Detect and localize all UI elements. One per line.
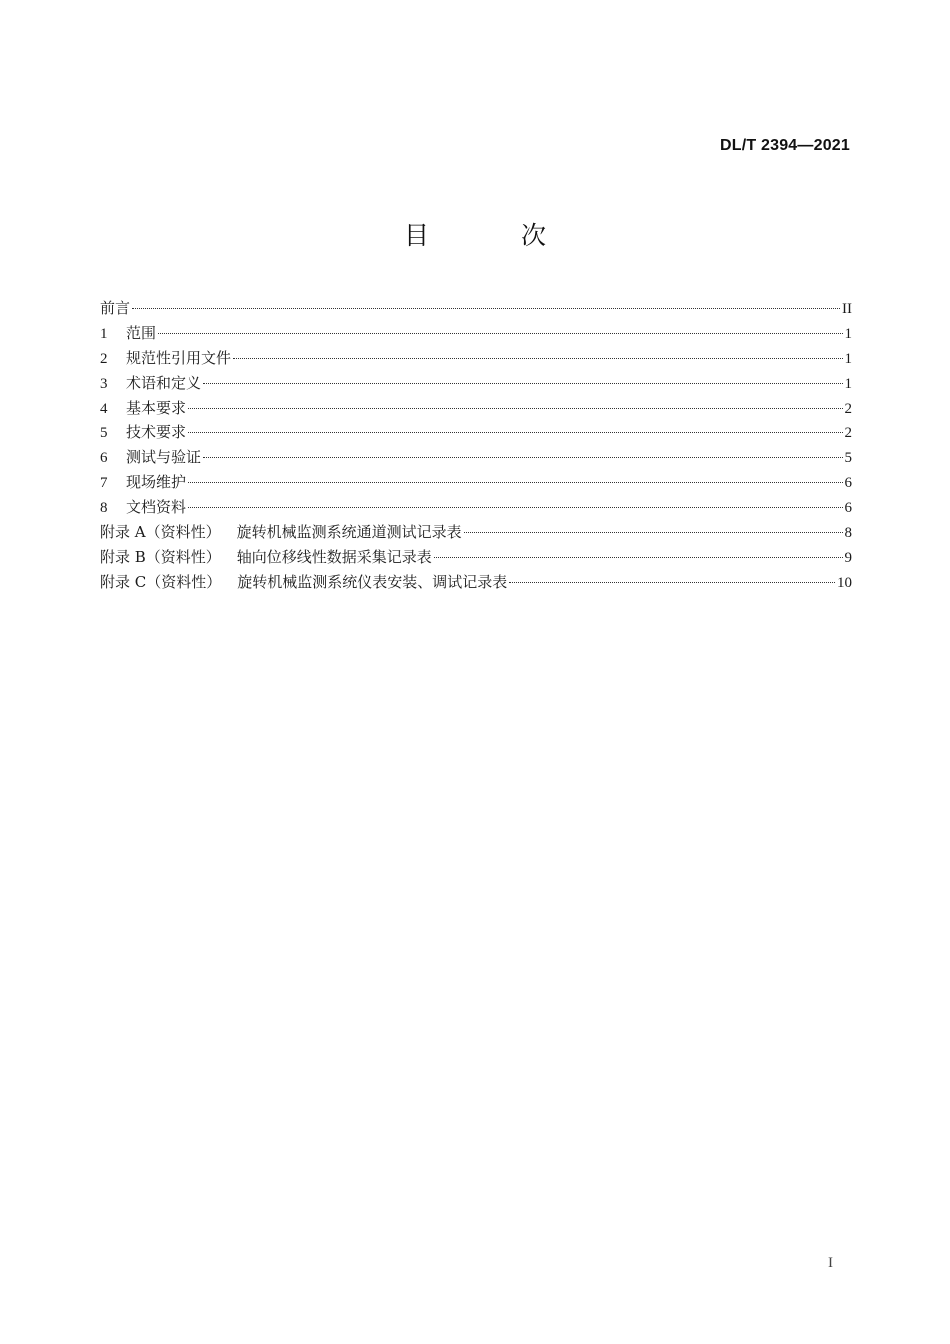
toc-entry-4[interactable] [100, 396, 852, 421]
toc-leader-dots [464, 532, 843, 533]
toc-entry-title: 现场维护 [126, 473, 187, 492]
toc-entry-page: 2 [844, 400, 852, 417]
toc-entry-number: 2 [100, 350, 108, 367]
toc-entry-title: 规范性引用文件 [126, 348, 232, 367]
toc-entry-page: 6 [844, 475, 852, 492]
toc-leader-dots [233, 358, 842, 359]
toc-entry-page: 1 [844, 325, 852, 342]
toc-entry-6[interactable] [100, 445, 852, 470]
toc-entry-appendix-a[interactable] [100, 520, 852, 545]
toc-entry-page: 5 [844, 450, 852, 467]
toc-entry-title: 范围 [126, 323, 157, 342]
toc-entry-title: 轴向位移线性数据采集记录表 [236, 547, 432, 566]
toc-entry-number: 5 [100, 425, 108, 442]
toc-appendix-prefix: 附录 C（资料性） [100, 572, 222, 591]
toc-entry-page: II [842, 301, 852, 317]
toc-leader-dots [188, 432, 842, 433]
toc-entry-number: 3 [100, 375, 108, 392]
toc-entry-page: 9 [844, 549, 852, 566]
toc-entry-foreword[interactable] [100, 296, 852, 321]
toc-entry-appendix-c[interactable] [100, 570, 852, 595]
toc-entry-title: 基本要求 [126, 398, 187, 417]
toc-leader-dots [434, 557, 843, 558]
toc-entry-2[interactable] [100, 346, 852, 371]
toc-entry-7[interactable] [100, 470, 852, 495]
toc-entry-1[interactable] [100, 321, 852, 346]
page-title: 目 次 [404, 221, 588, 250]
toc-leader-dots [203, 457, 842, 458]
toc-entry-title: 旋转机械监测系统仪表安装、调试记录表 [237, 572, 508, 591]
toc-entry-title: 测试与验证 [126, 448, 202, 467]
toc-leader-dots [509, 582, 835, 583]
toc-entry-title: 旋转机械监测系统通道测试记录表 [236, 523, 462, 542]
toc-entry-page: 1 [844, 375, 852, 392]
toc-entry-number: 7 [100, 475, 108, 492]
page-number: I [828, 1255, 833, 1271]
toc-entry-title: 术语和定义 [126, 373, 202, 392]
toc-entry-page: 10 [837, 574, 852, 591]
toc-entry-page: 6 [844, 500, 852, 517]
toc-leader-dots [158, 333, 842, 334]
toc-entry-number: 6 [100, 450, 108, 467]
standard-code: DL/T 2394—2021 [720, 137, 850, 154]
toc-leader-dots [188, 408, 842, 409]
toc-entry-number: 4 [100, 400, 108, 417]
toc-entry-5[interactable] [100, 420, 852, 445]
toc-leader-dots [188, 507, 842, 508]
toc-entry-3[interactable] [100, 371, 852, 396]
toc-entry-title: 技术要求 [126, 423, 187, 442]
toc-entry-page: 8 [844, 525, 852, 542]
toc-appendix-prefix: 附录 A（资料性） [100, 523, 221, 542]
toc-entry-page: 1 [844, 350, 852, 367]
toc-entry-page: 2 [844, 425, 852, 442]
toc-entry-title: 前言 [100, 299, 131, 317]
toc-entry-appendix-b[interactable] [100, 545, 852, 570]
toc-leader-dots [188, 482, 842, 483]
table-of-contents [100, 296, 852, 595]
toc-entry-8[interactable] [100, 495, 852, 520]
toc-leader-dots [203, 383, 842, 384]
toc-entry-title: 文档资料 [126, 498, 187, 517]
toc-entry-number: 1 [100, 325, 108, 342]
toc-entry-number: 8 [100, 500, 108, 517]
toc-appendix-prefix: 附录 B（资料性） [100, 547, 221, 566]
toc-leader-dots [132, 308, 840, 309]
